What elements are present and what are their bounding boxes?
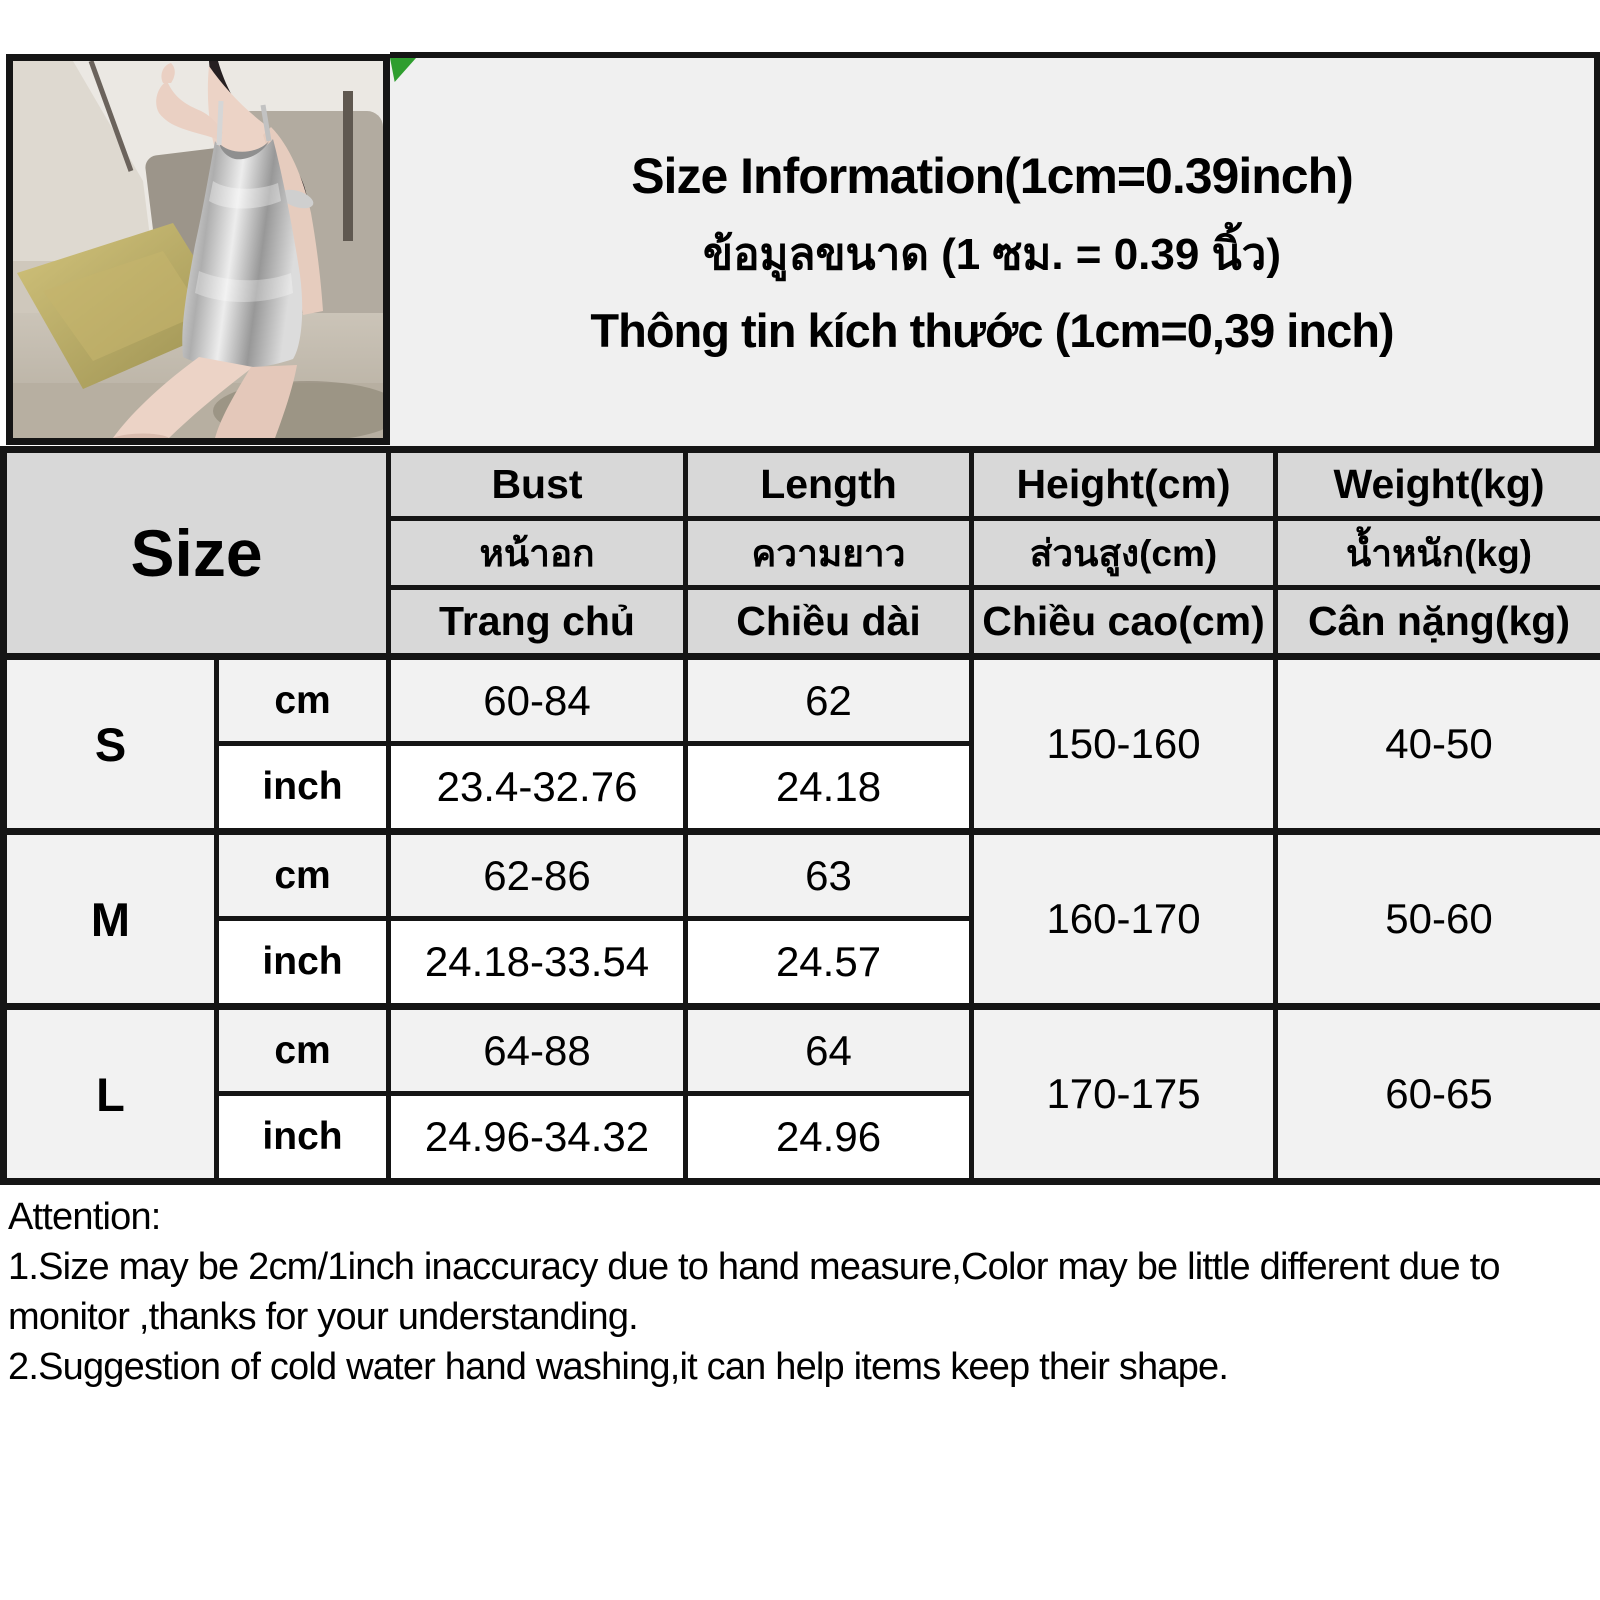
title-line-vi: Thông tin kích thước (1cm=0,39 inch) [590, 303, 1394, 357]
unit-cell-cm: cm [217, 1007, 389, 1094]
m-bust-inch: 24.18-33.54 [389, 919, 686, 1007]
l-length-inch: 24.96 [686, 1094, 972, 1182]
m-height: 160-170 [972, 832, 1276, 1007]
l-bust-cm: 64-88 [389, 1007, 686, 1094]
size-header-cell: Size [4, 450, 389, 657]
m-weight: 50-60 [1276, 832, 1600, 1007]
s-bust-inch: 23.4-32.76 [389, 744, 686, 832]
col-header-height-vi: Chiều cao(cm) [972, 588, 1276, 657]
header-row-en [4, 450, 1600, 519]
s-length-inch: 24.18 [686, 744, 972, 832]
attention-section [8, 1192, 1600, 1393]
size-label-l: L [4, 1007, 217, 1182]
s-bust-cm: 60-84 [389, 657, 686, 744]
attention-note-1: 1.Size may be 2cm/1inch inaccuracy due to hand measure,Color may be little different due to monitor ,thanks for your understanding. [8, 1246, 1500, 1339]
size-label-m: M [4, 832, 217, 1007]
attention-heading: Attention: [8, 1196, 161, 1238]
attention-note-2: 2.Suggestion of cold water hand washing,it can help items keep their shape. [8, 1346, 1229, 1389]
s-length-cm: 62 [686, 657, 972, 744]
size-table [0, 446, 1600, 1185]
l-bust-inch: 24.96-34.32 [389, 1094, 686, 1182]
col-header-height-en: Height(cm) [972, 450, 1276, 519]
l-weight: 60-65 [1276, 1007, 1600, 1182]
unit-cell-inch: inch [217, 744, 389, 832]
m-length-cm: 63 [686, 832, 972, 919]
col-header-length-th: ความยาว [686, 519, 972, 588]
m-length-inch: 24.57 [686, 919, 972, 1007]
l-length-cm: 64 [686, 1007, 972, 1094]
s-weight: 40-50 [1276, 657, 1600, 832]
col-header-bust-th: หน้าอก [389, 519, 686, 588]
title-line-en: Size Information(1cm=0.39inch) [631, 147, 1353, 204]
table-row-l-cm [4, 1007, 1600, 1094]
table-row-s-cm [4, 657, 1600, 744]
unit-cell-inch: inch [217, 1094, 389, 1182]
l-height: 170-175 [972, 1007, 1276, 1182]
product-photo [6, 54, 390, 445]
col-header-weight-vi: Cân nặng(kg) [1276, 588, 1600, 657]
col-header-length-en: Length [686, 450, 972, 519]
s-height: 150-160 [972, 657, 1276, 832]
col-header-length-vi: Chiều dài [686, 588, 972, 657]
model-photo-illustration [13, 61, 383, 438]
m-bust-cm: 62-86 [389, 832, 686, 919]
table-row-m-cm [4, 832, 1600, 919]
title-line-th: ข้อมูลขนาด (1 ซม. = 0.39 นิ้ว) [702, 229, 1281, 279]
size-info-title [390, 52, 1600, 446]
col-header-weight-en: Weight(kg) [1276, 450, 1600, 519]
unit-cell-cm: cm [217, 832, 389, 919]
unit-cell-inch: inch [217, 919, 389, 1007]
col-header-height-th: ส่วนสูง(cm) [972, 519, 1276, 588]
col-header-bust-en: Bust [389, 450, 686, 519]
green-corner-marker-icon [390, 58, 416, 82]
unit-cell-cm: cm [217, 657, 389, 744]
col-header-weight-th: น้ำหนัก(kg) [1276, 519, 1600, 588]
col-header-bust-vi: Trang chủ [389, 588, 686, 657]
size-label-s: S [4, 657, 217, 832]
